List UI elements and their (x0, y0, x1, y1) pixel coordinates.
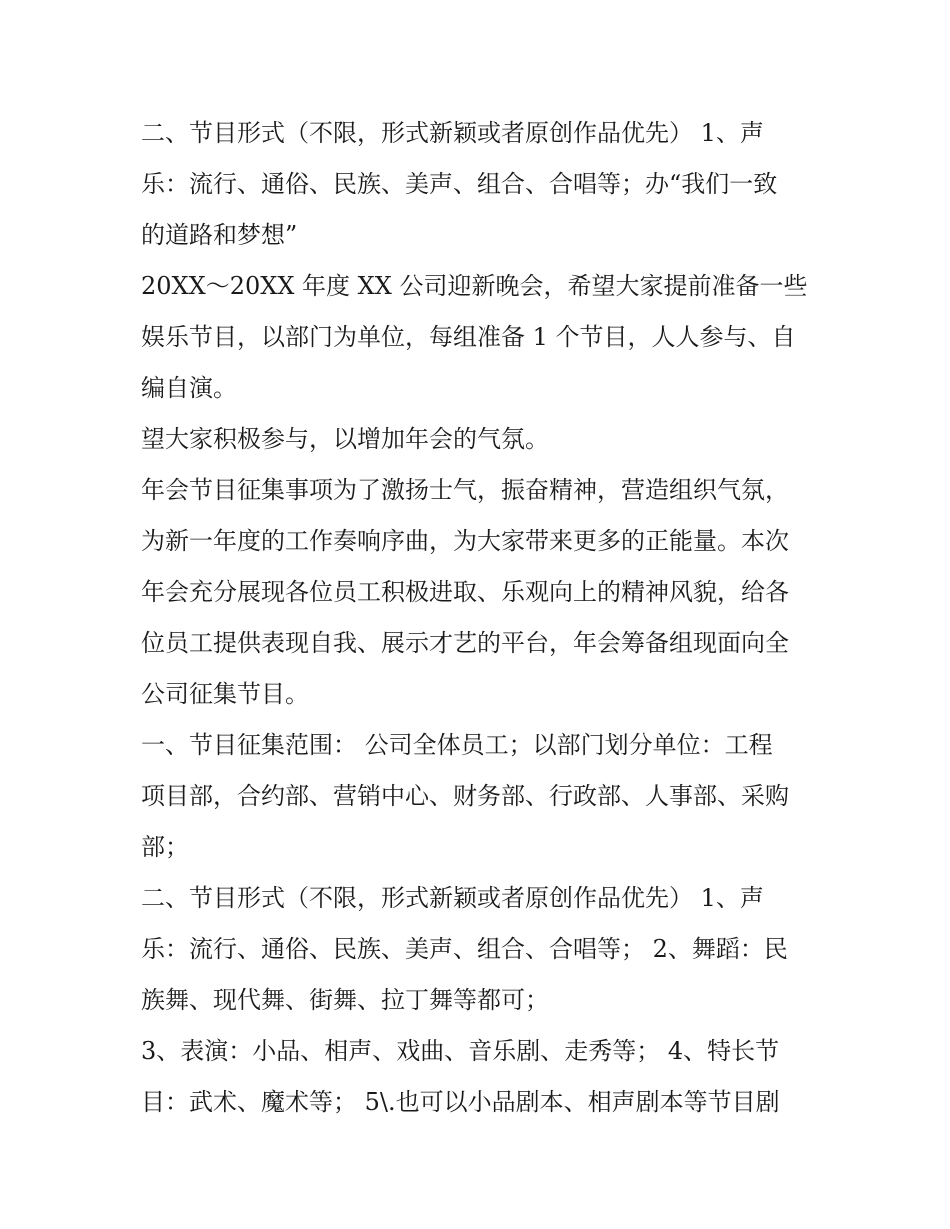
text-line: 公司征集节目。 (141, 680, 309, 708)
text-line: 为新一年度的工作奏响序曲，为大家带来更多的正能量。本次 (141, 527, 789, 555)
text-line: 二、节目形式（不限，形式新颖或者原创作品优先） 1、声 (141, 119, 764, 147)
text-line: 20XX～20XX 年度 XX 公司迎新晚会，希望大家提前准备一些 (141, 272, 808, 300)
text-line: 一、节目征集范围： 公司全体员工；以部门划分单位：工程 (141, 731, 773, 759)
text-line: 的道路和梦想” (141, 221, 298, 249)
text-line: 二、节目形式（不限，形式新颖或者原创作品优先） 1、声 (141, 884, 764, 912)
text-line: 3、表演：小品、相声、戏曲、音乐剧、走秀等； 4、特长节 (141, 1037, 780, 1065)
text-line: 年会充分展现各位员工积极进取、乐观向上的精神风貌，给各 (141, 578, 789, 606)
text-line: 项目部，合约部、营销中心、财务部、行政部、人事部、采购 (141, 782, 789, 810)
text-line: 位员工提供表现自我、展示才艺的平台，年会筹备组现面向全 (141, 629, 789, 657)
text-line: 乐：流行、通俗、民族、美声、组合、合唱等； 2、舞蹈：民 (141, 935, 788, 963)
text-line: 部； (141, 833, 189, 861)
document-body (141, 108, 821, 1128)
text-line: 乐：流行、通俗、民族、美声、组合、合唱等；办“我们一致 (141, 170, 778, 198)
text-line: 年会节目征集事项为了激扬士气，振奋精神，营造组织气氛， (141, 476, 789, 504)
text-line: 望大家积极参与，以增加年会的气氛。 (141, 425, 549, 453)
text-line: 族舞、现代舞、街舞、拉丁舞等都可； (141, 986, 549, 1014)
text-line: 目：武术、魔术等； 5\.也可以小品剧本、相声剧本等节目剧 (141, 1088, 780, 1116)
text-line: 娱乐节目，以部门为单位，每组准备 1 个节目，人人参与、自 (141, 323, 796, 351)
text-line: 编自演。 (141, 374, 237, 402)
